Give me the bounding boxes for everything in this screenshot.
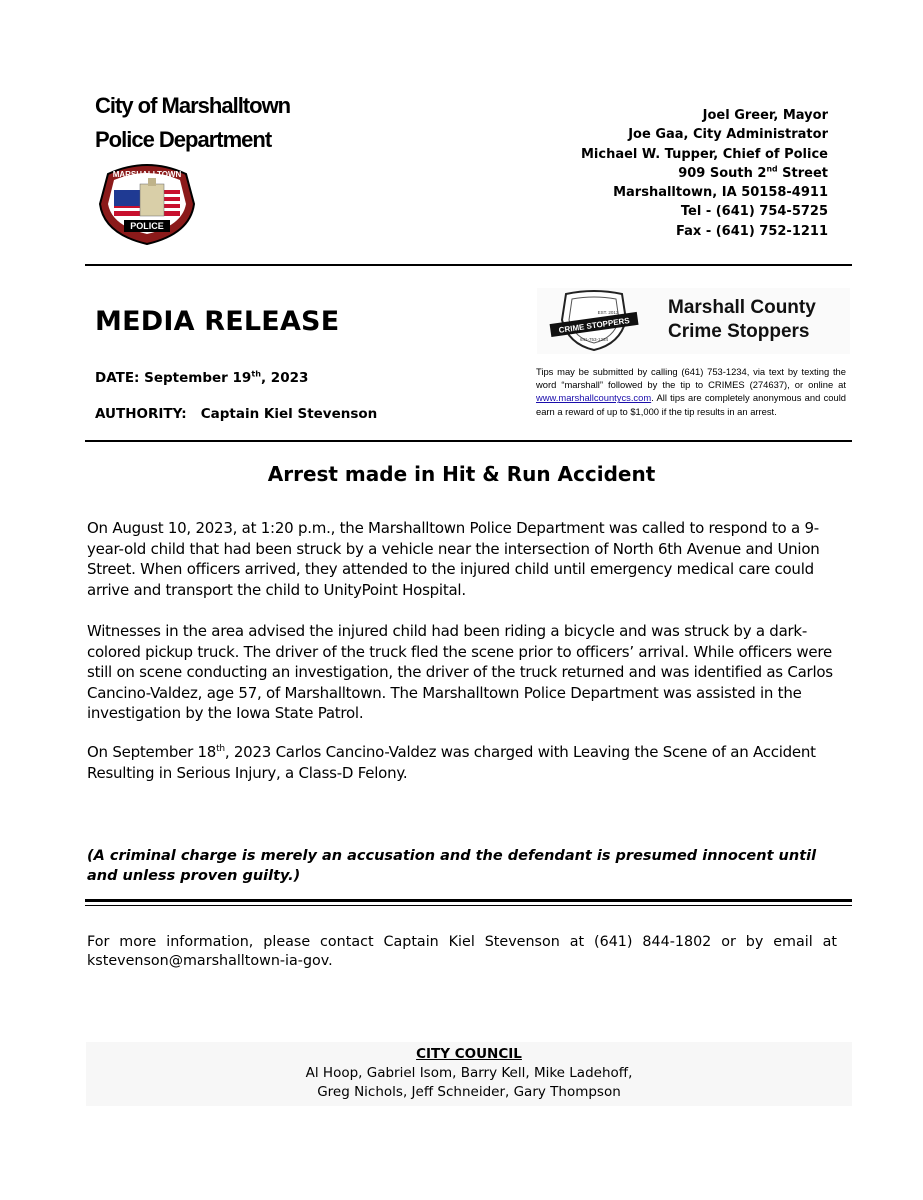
city-council-line-2: Greg Nichols, Jeff Schneider, Gary Thompson [317, 1084, 621, 1100]
footer-divider-top [85, 899, 852, 902]
crime-stoppers-logo-banner: CRIME STOPPERS [558, 316, 631, 335]
chief-of-police: Michael W. Tupper, Chief of Police [580, 146, 828, 162]
address: 909 South 2nd Street [678, 164, 828, 181]
release-date: DATE: September 19th, 2023 [95, 368, 309, 386]
article-paragraph-3: On September 18th, 2023 Carlos Cancino-Valdez was charged with Leaving the Scene of an Accident Resulting in Serious Injury, a Class-D Felony. [87, 743, 816, 782]
fax: Fax - (641) 752-1211 [676, 223, 828, 239]
org-name-line1: City of Marshalltown [95, 93, 291, 118]
city-council-title: CITY COUNCIL [416, 1046, 522, 1062]
article-paragraph-1: On August 10, 2023, at 1:20 p.m., the Marshalltown Police Department was called to respond to a 9-year-old child that had been struck by a vehicle near the intersection of North 6th Avenue and Union Street. When officers arrived, they attended to the injured child until emergency medical care could arrive and transport the child to UnityPoint Hospital. [87, 519, 820, 599]
crime-stoppers-logo-icon [548, 290, 640, 352]
article-paragraph-2: Witnesses in the area advised the injured child had been riding a bicycle and was struck by a dark-colored pickup truck. The driver of the truck fled the scene prior to officers’ arrival. While officers were still on scene conducting an investigation, the driver of the truck returned and was identified as Carlos Cancino-Valdez, age 57, of Marshalltown. The Marshalltown Police Department was assisted in the investigation by the Iowa State Patrol. [87, 622, 833, 722]
crime-stoppers-logo-est: EST. 2013 [597, 310, 619, 315]
mayor: Joel Greer, Mayor [702, 108, 828, 123]
city-council [86, 1045, 852, 1102]
footer-divider-bottom [85, 905, 852, 906]
header-divider [85, 264, 852, 266]
telephone: Tel - (641) 754-5725 [680, 204, 828, 220]
article-headline: Arrest made in Hit & Run Accident [267, 462, 656, 486]
city-council-line-1: Al Hoop, Gabriel Isom, Barry Kell, Mike Ladehoff, [305, 1065, 633, 1081]
city-line: Marshalltown, IA 50158-4911 [613, 185, 828, 201]
crime-stoppers-link[interactable]: www.marshallcountycs.com [536, 392, 652, 404]
media-release-title: MEDIA RELEASE [95, 306, 340, 337]
police-badge-icon [96, 160, 198, 246]
org-name-line2: Police Department [95, 127, 272, 152]
contact-block [581, 106, 828, 241]
crime-stoppers-tips: Tips may be submitted by calling (641) 753-1234, via text by texting the word “marshall” followed by the tip to CRIMES (274637), or online at www.marshallcountycs.com. All tips are completely anonymous and could earn a reward of up to $1,000 if the tip results in an arrest. [536, 366, 846, 417]
section-divider [85, 440, 852, 442]
badge-bottom-text: POLICE [130, 221, 164, 231]
crime-stoppers-name: Marshall County Crime Stoppers [668, 297, 816, 342]
crime-stoppers-logo-phone: 641-753-1234 [579, 337, 609, 342]
release-authority: AUTHORITY: Captain Kiel Stevenson [95, 406, 378, 422]
city-administrator: Joe Gaa, City Administrator [628, 127, 828, 143]
legal-disclaimer: (A criminal charge is merely an accusation and the defendant is presumed innocent until and unless proven guilty.) [87, 848, 817, 884]
badge-top-text: MARSHALLTOWN [112, 170, 182, 179]
contact-information: For more information, please contact Captain Kiel Stevenson at (641) 844-1802 or by email at kstevenson@marshalltown-ia-gov. [87, 934, 837, 969]
